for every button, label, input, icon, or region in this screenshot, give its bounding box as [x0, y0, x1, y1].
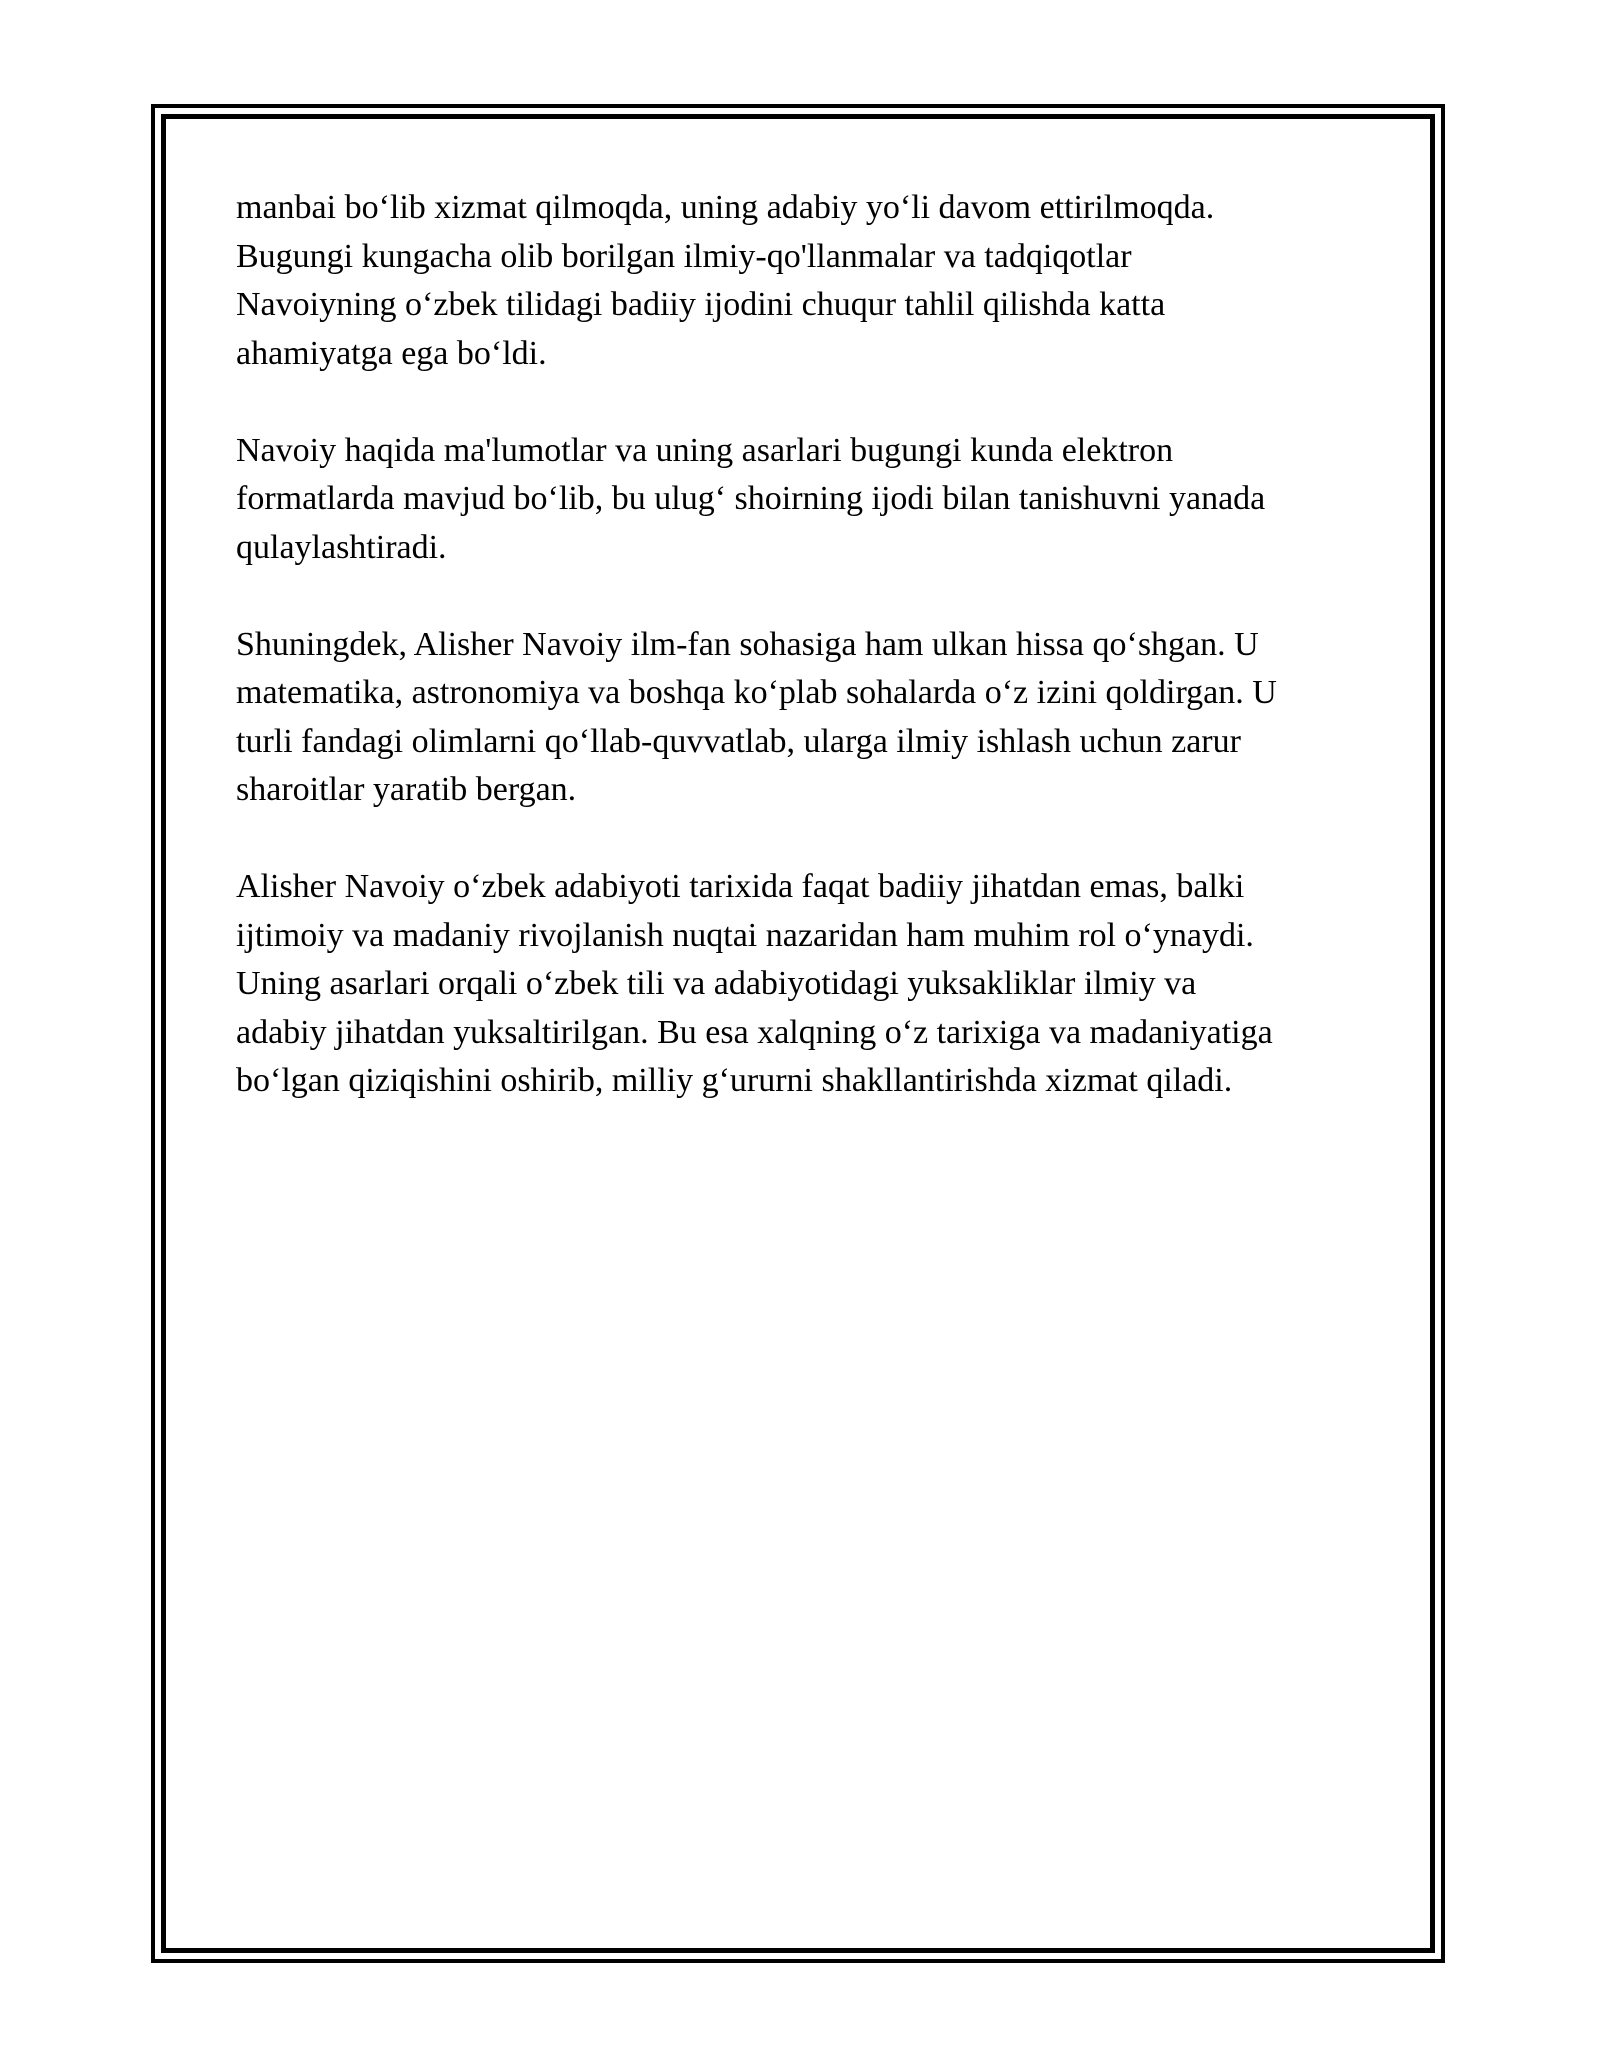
text-line: Navoiy haqida ma'lumotlar va uning asarlari bugungi kunda elektron — [236, 431, 1174, 469]
text-line: Navoiyning o‘zbek tilidagi badiiy ijodini chuqur tahlil qilishda katta — [236, 286, 1166, 323]
text-line: manbai bo‘lib xizmat qilmoqda, uning adabiy yo‘li davom ettirilmoqda. — [236, 189, 1215, 226]
text-line: qulaylashtiradi. — [236, 528, 447, 566]
text-line: formatlarda mavjud bo‘lib, bu ulug‘ shoirning ijodi bilan tanishuvni yanada — [236, 480, 1266, 517]
text-line: adabiy jihatdan yuksaltirilgan. Bu esa xalqning o‘z tarixiga va madaniyatiga — [236, 1013, 1273, 1051]
text-line: turli fandagi olimlarni qo‘llab-quvvatlab, ularga ilmiy ishlash uchun zarur — [236, 722, 1241, 760]
text-line: matematika, astronomiya va boshqa ko‘plab sohalarda o‘z izini qoldirgan. U — [236, 674, 1277, 711]
text-line: Bugungi kungacha olib borilgan ilmiy-qo'llanmalar va tadqiqotlar — [236, 237, 1132, 275]
text-line: sharoitlar yaratib bergan. — [236, 771, 577, 808]
text-line: Uning asarlari orqali o‘zbek tili va adabiyotidagi yuksakliklar ilmiy va — [236, 965, 1197, 1002]
paragraph-4 — [236, 863, 1366, 1106]
paragraph-3 — [236, 621, 1366, 815]
text-line: bo‘lgan qiziqishini oshirib, milliy g‘ururni shakllantirishda xizmat qiladi. — [236, 1062, 1233, 1099]
paragraph-2 — [236, 427, 1366, 573]
text-line: Alisher Navoiy o‘zbek adabiyoti tarixida faqat badiiy jihatdan emas, balki — [236, 868, 1245, 905]
text-line: Shuningdek, Alisher Navoiy ilm-fan sohasiga ham ulkan hissa qo‘shgan. U — [236, 625, 1259, 663]
text-line: ahamiyatga ega bo‘ldi. — [236, 334, 547, 372]
paragraph-1 — [236, 184, 1366, 378]
document-body — [236, 184, 1366, 1154]
text-line: ijtimoiy va madaniy rivojlanish nuqtai nazaridan ham muhim rol o‘ynaydi. — [236, 916, 1254, 954]
